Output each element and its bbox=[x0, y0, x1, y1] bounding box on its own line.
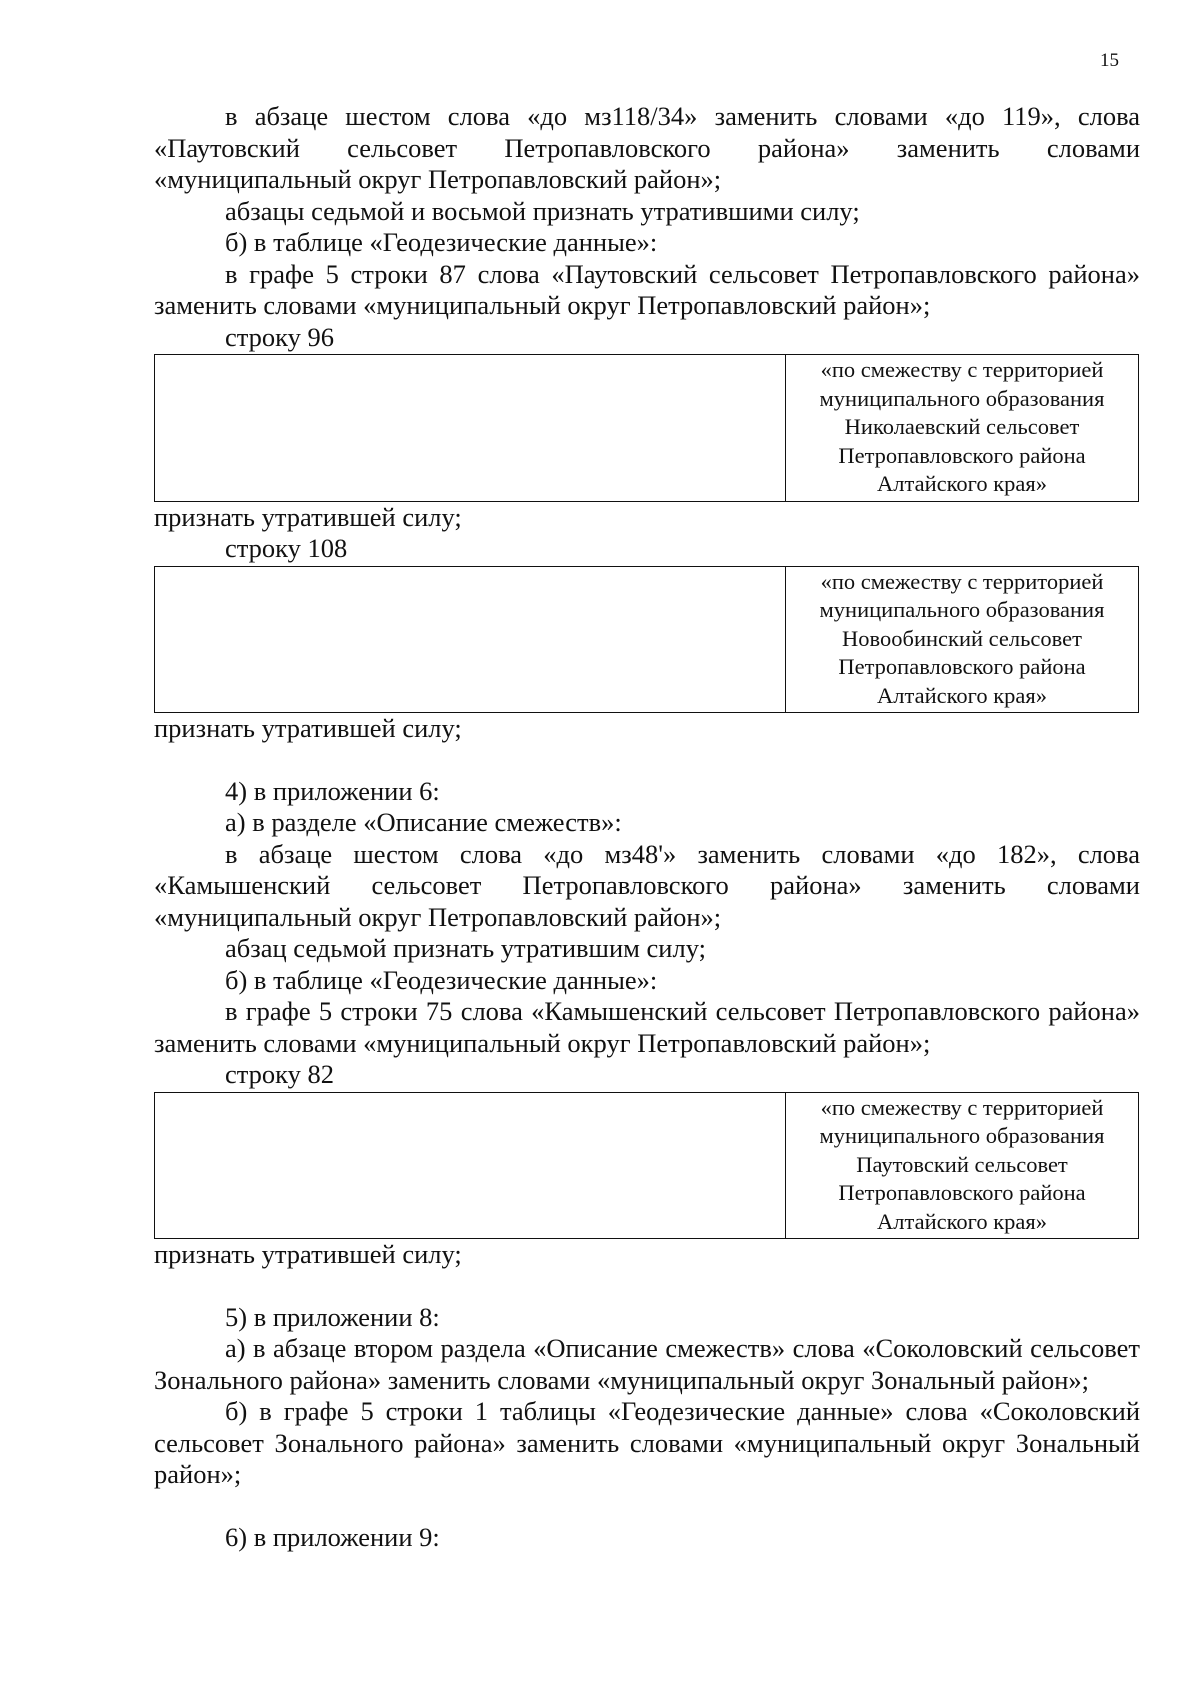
paragraph: строку 96 bbox=[225, 321, 335, 352]
paragraph: строку 82 bbox=[225, 1059, 335, 1089]
status-line: признать утратившей силу; bbox=[154, 713, 462, 743]
page-number: 15 bbox=[1100, 50, 1119, 71]
boundary-line: муниципального образования bbox=[819, 1123, 1105, 1148]
paragraph: в графе 5 строки 87 слова «Паутовский сельсовет Петропавловского района» заменить словами «муниципальный округ Петропавловский район»; bbox=[154, 258, 1140, 320]
boundary-line: Алтайского края» bbox=[877, 471, 1047, 496]
empty-cell bbox=[155, 355, 786, 502]
paragraph-spacer bbox=[154, 1491, 1140, 1522]
boundary-line: Алтайского края» bbox=[877, 1208, 1047, 1234]
empty-cell bbox=[155, 1092, 786, 1239]
paragraph: абзацы седьмой и восьмой признать утратившими силу; bbox=[225, 195, 860, 226]
boundary-line: Алтайского края» bbox=[877, 682, 1047, 708]
status-line: признать утратившей силу; bbox=[154, 501, 462, 532]
paragraph-spacer bbox=[154, 745, 1140, 776]
boundary-line: «по смежеству с территорией bbox=[820, 568, 1104, 594]
paragraph: а) в разделе «Описание смежеств»: bbox=[225, 807, 622, 837]
boundary-line: Петропавловского района bbox=[838, 654, 1086, 679]
paragraph: 5) в приложении 8: bbox=[225, 1301, 440, 1332]
boundary-line: «по смежеству с территорией bbox=[820, 1094, 1104, 1120]
table-row bbox=[155, 566, 1139, 713]
paragraph: в абзаце шестом слова «до мз48'» заменить словами «до 182», слова «Камышенский сельсовет Петропавловского района» заменить словами «муниципальный округ Петропавловский район»; bbox=[154, 838, 1140, 932]
boundary-description-cell bbox=[786, 566, 1139, 713]
boundary-line: муниципального образования bbox=[819, 597, 1105, 622]
boundary-line: Петропавловского района bbox=[838, 1180, 1086, 1205]
boundary-description-cell bbox=[786, 1092, 1139, 1239]
empty-cell bbox=[155, 566, 786, 713]
status-line: признать утратившей силу; bbox=[154, 1239, 462, 1269]
amendment-table bbox=[154, 1092, 1139, 1240]
boundary-description-cell bbox=[786, 355, 1139, 502]
paragraph: в абзаце шестом слова «до мз118/34» заменить словами «до 119», слова «Паутовский сельсовет Петропавловского района» заменить словами «муниципальный округ Петропавловский район»; bbox=[154, 101, 1140, 194]
table-row bbox=[155, 1092, 1139, 1239]
paragraph: абзац седьмой признать утратившим силу; bbox=[225, 933, 706, 963]
boundary-line: Петропавловского района bbox=[838, 442, 1086, 468]
boundary-line: «по смежеству с территорией bbox=[820, 357, 1104, 382]
paragraph: 4) в приложении 6: bbox=[225, 775, 440, 806]
boundary-line: Николаевский сельсовет bbox=[844, 414, 1080, 439]
boundary-line: Паутовский сельсовет bbox=[856, 1151, 1068, 1177]
paragraph-spacer bbox=[154, 1271, 1140, 1302]
paragraph: а) в абзаце втором раздела «Описание смежеств» слова «Соколовский сельсовет Зонального района» заменить словами «муниципальный округ Зональный район»; bbox=[154, 1333, 1140, 1395]
table-row bbox=[155, 355, 1139, 502]
paragraph: б) в таблице «Геодезические данные»: bbox=[225, 964, 658, 995]
document-body bbox=[154, 101, 1140, 1553]
paragraph: б) в графе 5 строки 1 таблицы «Геодезические данные» слова «Соколовский сельсовет Зонального района» заменить словами «муниципальный округ Зональный район»; bbox=[154, 1396, 1140, 1489]
paragraph: б) в таблице «Геодезические данные»: bbox=[225, 227, 658, 257]
paragraph: 6) в приложении 9: bbox=[225, 1521, 440, 1552]
paragraph: в графе 5 строки 75 слова «Камышенский сельсовет Петропавловского района» заменить словами «муниципальный округ Петропавловский район»; bbox=[154, 996, 1140, 1058]
boundary-line: муниципального образования bbox=[819, 385, 1105, 411]
amendment-table bbox=[154, 566, 1139, 714]
boundary-line: Новообинский сельсовет bbox=[842, 625, 1082, 651]
paragraph: строку 108 bbox=[225, 533, 348, 563]
amendment-table bbox=[154, 354, 1139, 502]
